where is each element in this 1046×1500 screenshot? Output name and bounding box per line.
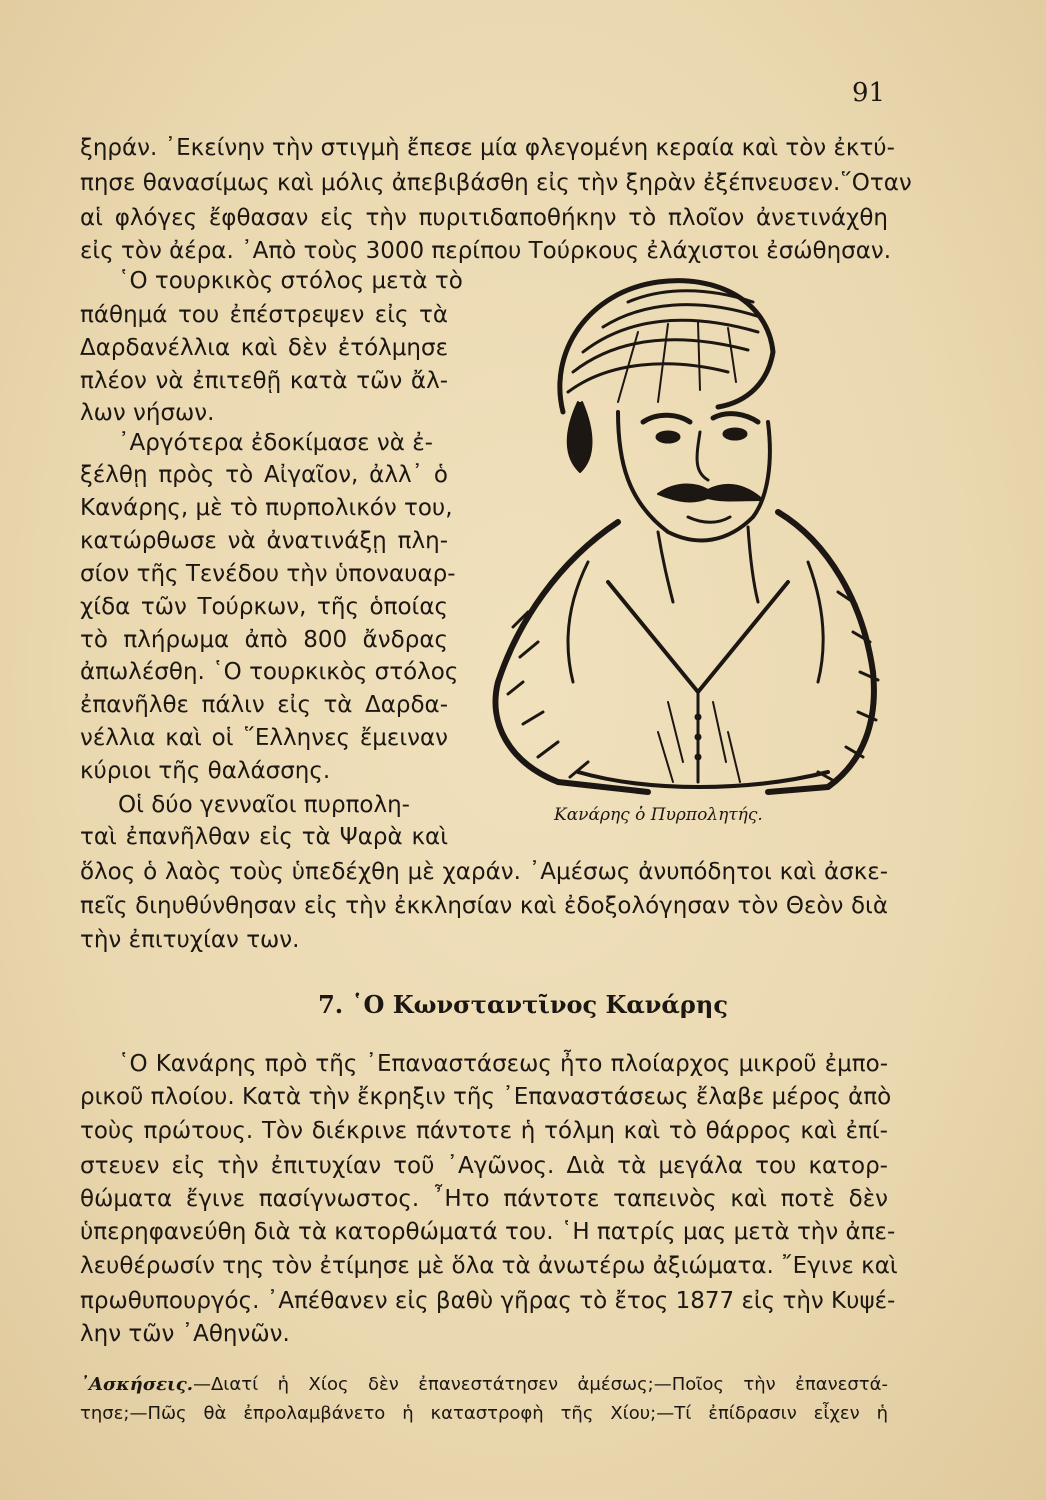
exercises-line-2: τησε;—Πῶς θὰ ἐπρολαμβάνετο ἡ καταστροφὴ τῆς Χίου;—Τί ἐπίδρασιν εἶχεν ἡ: [80, 1403, 888, 1424]
text-line: Κανάρης, μὲ τὸ πυρπολικόν του,: [80, 495, 453, 521]
exercises-label: ᾿Ασκήσεις.: [80, 1374, 193, 1395]
text-line: ᾿Αργότερα ἐδοκίμασε νὰ ἐ-: [118, 430, 433, 456]
text-line: ρικοῦ πλοίου. Κατὰ τὴν ἔκρηξιν τῆς ᾿Επαναστάσεως ἔλαβε μέρος ἀπὸ: [80, 1084, 892, 1110]
text-line: Δαρδανέλλια καὶ δὲν ἐτόλμησε: [80, 335, 448, 361]
text-line: πεῖς διηυθύνθησαν εἰς τὴν ἐκκλησίαν καὶ ἐδοξολόγησαν τὸν Θεὸν διὰ: [80, 893, 888, 919]
text-line: τοὺς πρώτους. Τὸν διέκρινε πάντοτε ἡ τόλμη καὶ τὸ θάρρος καὶ ἐπί-: [80, 1118, 888, 1144]
text-line: εἰς τὸν ἀέρα. ᾿Απὸ τοὺς 3000 περίπου Τούρκους ἐλάχιστοι ἐσώθησαν.: [80, 238, 892, 264]
text-line: ξηράν. ᾿Εκείνην τὴν στιγμὴ ἔπεσε μία φλεγομένη κεραία καὶ τὸν ἐκτύ-: [80, 135, 895, 161]
kanaris-portrait-illustration: [468, 262, 898, 802]
text-line: λην τῶν ᾿Αθηνῶν.: [80, 1321, 290, 1347]
text-line: ῾Ο τουρκικὸς στόλος μετὰ τὸ: [118, 268, 463, 294]
text-line: πησε θανασίμως καὶ μόλις ἀπεβιβάσθη εἰς τὴν ξηρὰν ἐξέπνευσεν.῞Οταν: [80, 170, 912, 196]
portrait-caption: Κανάρης ὁ Πυρπολητής.: [554, 805, 763, 825]
text-line: ὑπερηφανεύθη διὰ τὰ κατορθώματά του. ῾Η πατρίς μας μετὰ τὴν ἀπε-: [80, 1219, 896, 1245]
text-line: ξέλθῃ πρὸς τὸ Αἰγαῖον, ἀλλ᾿ ὁ: [80, 462, 448, 488]
text-line: ὅλος ὁ λαὸς τοὺς ὑπεδέχθη μὲ χαράν. ᾿Αμέσως ἀνυπόδητοι καὶ ἀσκε-: [80, 859, 888, 885]
text-line: κύριοι τῆς θαλάσσης.: [80, 758, 331, 784]
page-number: 91: [852, 78, 886, 108]
text-line: πρωθυπουργός. ᾿Απέθανεν εἰς βαθὺ γῆρας τὸ ἔτος 1877 εἰς τὴν Κυψέ-: [80, 1288, 896, 1314]
exercises-text: —Διατί ἡ Χίος δὲν ἐπανεστάτησεν ἀμέσως;—Ποῖος τὴν ἐπανεστά-: [192, 1374, 888, 1395]
text-line: σίον τῆς Τενέδου τὴν ὑποναυαρ-: [80, 561, 456, 587]
text-line: πάθημά του ἐπέστρεψεν εἰς τὰ: [80, 302, 448, 328]
text-line: νέλλια καὶ οἱ ῞Ελληνες ἔμειναν: [80, 725, 448, 751]
text-line: ῾Ο Κανάρης πρὸ τῆς ᾿Επαναστάσεως ἦτο πλοίαρχος μικροῦ ἐμπο-: [118, 1051, 888, 1077]
text-line: τὴν ἐπιτυχίαν των.: [80, 927, 300, 953]
text-line: ἀπωλέσθη. ῾Ο τουρκικὸς στόλος: [80, 659, 459, 685]
text-line: λευθέρωσίν της τὸν ἐτίμησε μὲ ὅλα τὰ ἀνωτέρω ἀξιώματα. ῎Εγινε καὶ: [80, 1253, 898, 1279]
text-line: αἱ φλόγες ἔφθασαν εἰς τὴν πυριτιδαποθήκην τὸ πλοῖον ἀνετινάχθη: [80, 205, 888, 231]
text-line: τὸ πλήρωμα ἀπὸ 800 ἄνδρας: [80, 627, 448, 653]
text-line: θώματα ἔγινε πασίγνωστος. ῏Ητο πάντοτε ταπεινὸς καὶ ποτὲ δὲν: [80, 1186, 888, 1212]
text-line: στευεν εἰς τὴν ἐπιτυχίαν τοῦ ᾿Αγῶνος. Διὰ τὰ μεγάλα του κατορ-: [80, 1153, 888, 1179]
text-line: Οἱ δύο γενναῖοι πυρπολη-: [118, 792, 410, 818]
text-line: κατώρθωσε νὰ ἀνατινάξῃ πλη-: [80, 528, 448, 554]
text-line: ταὶ ἐπανῆλθαν εἰς τὰ Ψαρὰ καὶ: [80, 824, 448, 850]
text-line: ἐπανῆλθε πάλιν εἰς τὰ Δαρδα-: [80, 692, 448, 718]
exercises-line-1: [80, 1371, 888, 1399]
text-line: λων νήσων.: [80, 400, 215, 426]
section-heading: 7. ῾Ο Κωνσταντῖνος Κανάρης: [318, 990, 728, 1019]
text-line: χίδα τῶν Τούρκων, τῆς ὁποίας: [80, 594, 448, 620]
text-line: πλέον νὰ ἐπιτεθῇ κατὰ τῶν ἄλ-: [80, 368, 448, 394]
